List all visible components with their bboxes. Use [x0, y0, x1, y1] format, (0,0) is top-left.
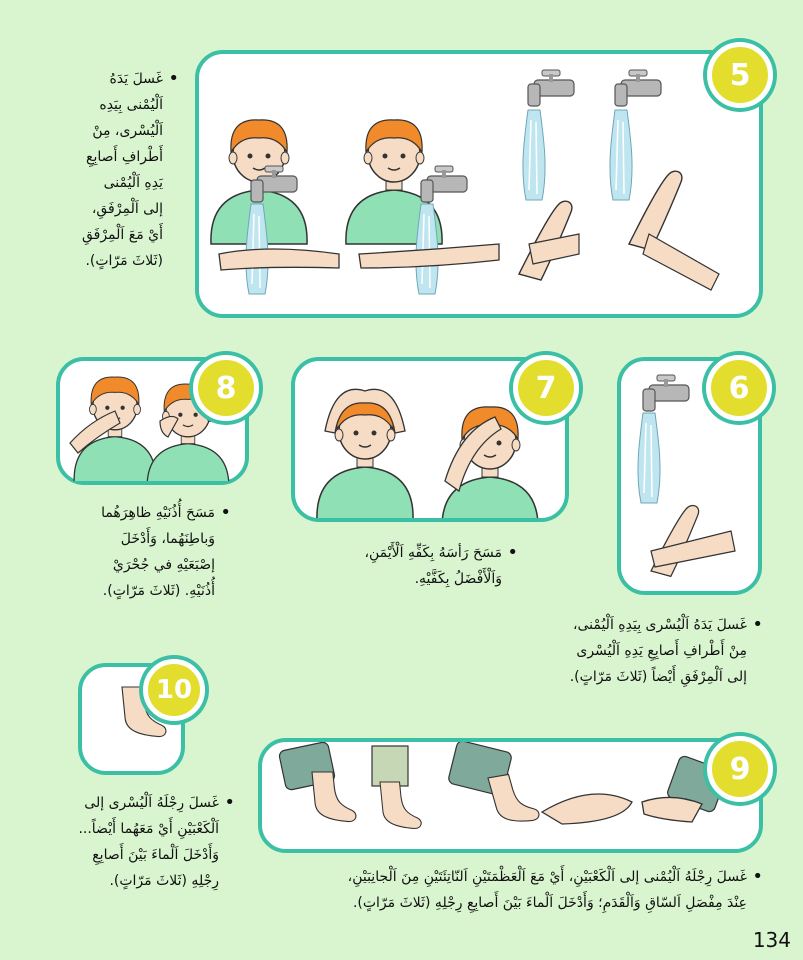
step6-text: • غَسلَ يَدَهُ اَلْيُسْرى بِيَدِهِ اَلْيُمْنى، مِنْ أَطْرافِ أَصابِعِ يَدِهِ اَلْيُسْرى إلى اَلْمِرْفَقِ أَيْضاً (ثَلاثَ مَرّاتٍ). [569, 617, 747, 685]
step9-panel [258, 738, 763, 853]
step-number-badge: 9 [707, 736, 773, 802]
step-number-badge: 7 [513, 355, 579, 421]
step7-text: • مَسَحَ رَأسَهُ بِكَفِّهِ اَلْأَيْمَنِ، وَاَلْأَفْضَلُ بِكَفَّيْهِ. [364, 545, 502, 587]
step6-caption [423, 612, 763, 690]
page-number: 134 [752, 928, 791, 952]
step5-illustration [199, 54, 759, 314]
step5-list-item [19, 66, 163, 274]
step5-text: • غَسلَ يَدَهُ اَلْيُمْنى بِيَدِه اَلْيُسْرى، مِنْ أَطْرافِ أَصابِعِ يَدِهِ اَلْيُمْنى إلى اَلْمِرْفَقِ، أَيْ مَعَ اَلْمِرْفَقِ (ثَلاثَ مَرّاتٍ). [81, 71, 163, 269]
step8-panel [56, 357, 249, 485]
step9-caption [263, 864, 763, 916]
step-number-badge: 10 [143, 659, 205, 721]
step6-panel [617, 357, 762, 595]
step10-list-item [25, 790, 219, 894]
step-number-badge: 6 [706, 355, 772, 421]
step-number-badge: 8 [193, 355, 259, 421]
step7-list-item [278, 540, 502, 592]
step5-panel [195, 50, 763, 318]
step9-text: • غَسلَ رِجْلَهُ اَلْيُمْنى إلى اَلْكَعْبَيْنِ، أَيْ مَعَ اَلْعَظْمَتَيْنِ اَلنّاتِئَتَيْنِ مِنَ اَلْجانِبَيْنِ، عِنْدَ مِفْصَلِ اَلسّاقِ وَاَلْقَدَمِ؛ وَأَدْخَلَ اَلْماءَ بَيْنَ أَصابِعِ رِجْلِهِ (ثَلاثَ مَرّاتٍ). [347, 869, 747, 911]
step7-caption [278, 540, 518, 592]
step8-caption [41, 500, 231, 604]
step9-illustration [262, 742, 759, 849]
step9-list-item [263, 864, 747, 916]
step8-text: • مَسَحَ أُذُنَيْهِ ظاهِرَهُما وَباطِنَهُما، وَأَدْخَلَ إصْبَعَيْهِ في جُحْرَيْ أُذُنَيْهِ. (ثَلاثَ مَرّاتٍ). [101, 505, 215, 599]
step10-caption [25, 790, 235, 894]
step-number-badge: 5 [707, 42, 773, 108]
step7-panel [291, 357, 569, 522]
step10-text: • غَسلَ رِجْلَهُ اَلْيُسْرى إلى اَلْكَعْبَيْنِ أَيْ مَعَهُما أَيْضاً... وَأَدْخَلَ اَلْماءَ بَيْنَ أَصابِعِ رِجْلِهِ (ثَلاثَ مَرّاتٍ). [78, 795, 219, 889]
step5-caption [19, 66, 179, 274]
step6-list-item [423, 612, 747, 690]
step10-panel [78, 663, 193, 775]
step8-list-item [41, 500, 215, 604]
